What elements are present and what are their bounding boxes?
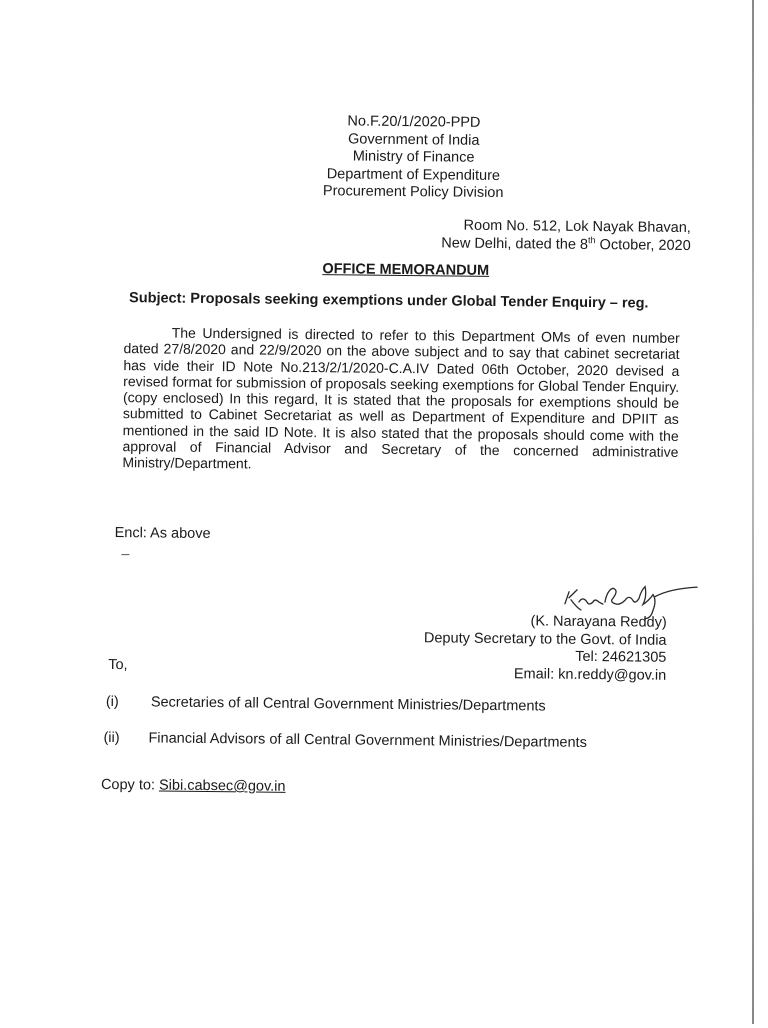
ministry-name: Ministry of Finance xyxy=(352,148,475,166)
file-number: No.F.20/1/2020-PPD xyxy=(347,113,481,131)
stray-mark xyxy=(121,554,129,555)
division-name: Procurement Policy Division xyxy=(322,183,504,202)
room-address: Room No. 512, Lok Nayak Bhavan, xyxy=(463,217,691,237)
copy-to-label: Copy to: xyxy=(100,776,160,794)
subject-line: Subject: Proposals seeking exemptions under Global Tender Enquiry – reg. xyxy=(129,290,649,312)
to-label: To, xyxy=(108,656,128,674)
scan-edge-line xyxy=(752,0,754,1024)
place-date: New Delhi, dated the 8th October, 2020 xyxy=(441,234,691,254)
recipient-text: Financial Advisors of all Central Government Ministries/Departments xyxy=(148,730,587,751)
recipient-text: Secretaries of all Central Government Ministries/Departments xyxy=(150,694,546,715)
enclosure-note: Encl: As above xyxy=(114,525,211,543)
signatory-telephone: Tel: 24621305 xyxy=(575,648,667,666)
signatory-block xyxy=(423,612,666,685)
government-name: Government of India xyxy=(347,130,480,149)
copy-to-line xyxy=(101,777,286,795)
letterhead xyxy=(303,113,524,203)
recipient-item xyxy=(103,730,623,755)
address-block xyxy=(441,217,691,255)
signatory-designation: Deputy Secretary to the Govt. of India xyxy=(423,629,667,649)
body-paragraph: The Undersigned is directed to refer to this Department OMs of even number dated 27/8/2020 and 22/9/2020 on the above subject and to say that cabinet secretariat has vide their ID Note No.213/2/1/2020-C.A.IV Dated 06th October, 2020 devised a revised format for submission of proposals seeking exemptions for Global Tender Enquiry. (copy enclosed) In this regard, It is stated that the proposals for exemptions should be submitted to Cabinet Secretariat as well as Department of Expenditure and DPIIT as mentioned in the said ID Note. It is also stated that the proposals should come with the approval of Financial Advisor and Secretary of the concerned administrative Ministry/Department. xyxy=(122,324,680,472)
memorandum-title: OFFICE MEMORANDUM xyxy=(322,261,490,279)
recipient-item xyxy=(106,694,586,719)
department-name: Department of Expenditure xyxy=(326,165,501,184)
signatory-name: (K. Narayana Reddy) xyxy=(530,613,667,631)
signatory-email: Email: kn.reddy@gov.in xyxy=(513,665,667,684)
copy-to-email-link[interactable]: Sibi.cabsec@gov.in xyxy=(158,777,286,795)
recipient-number: (i) xyxy=(105,693,119,711)
recipient-number: (ii) xyxy=(103,729,120,747)
